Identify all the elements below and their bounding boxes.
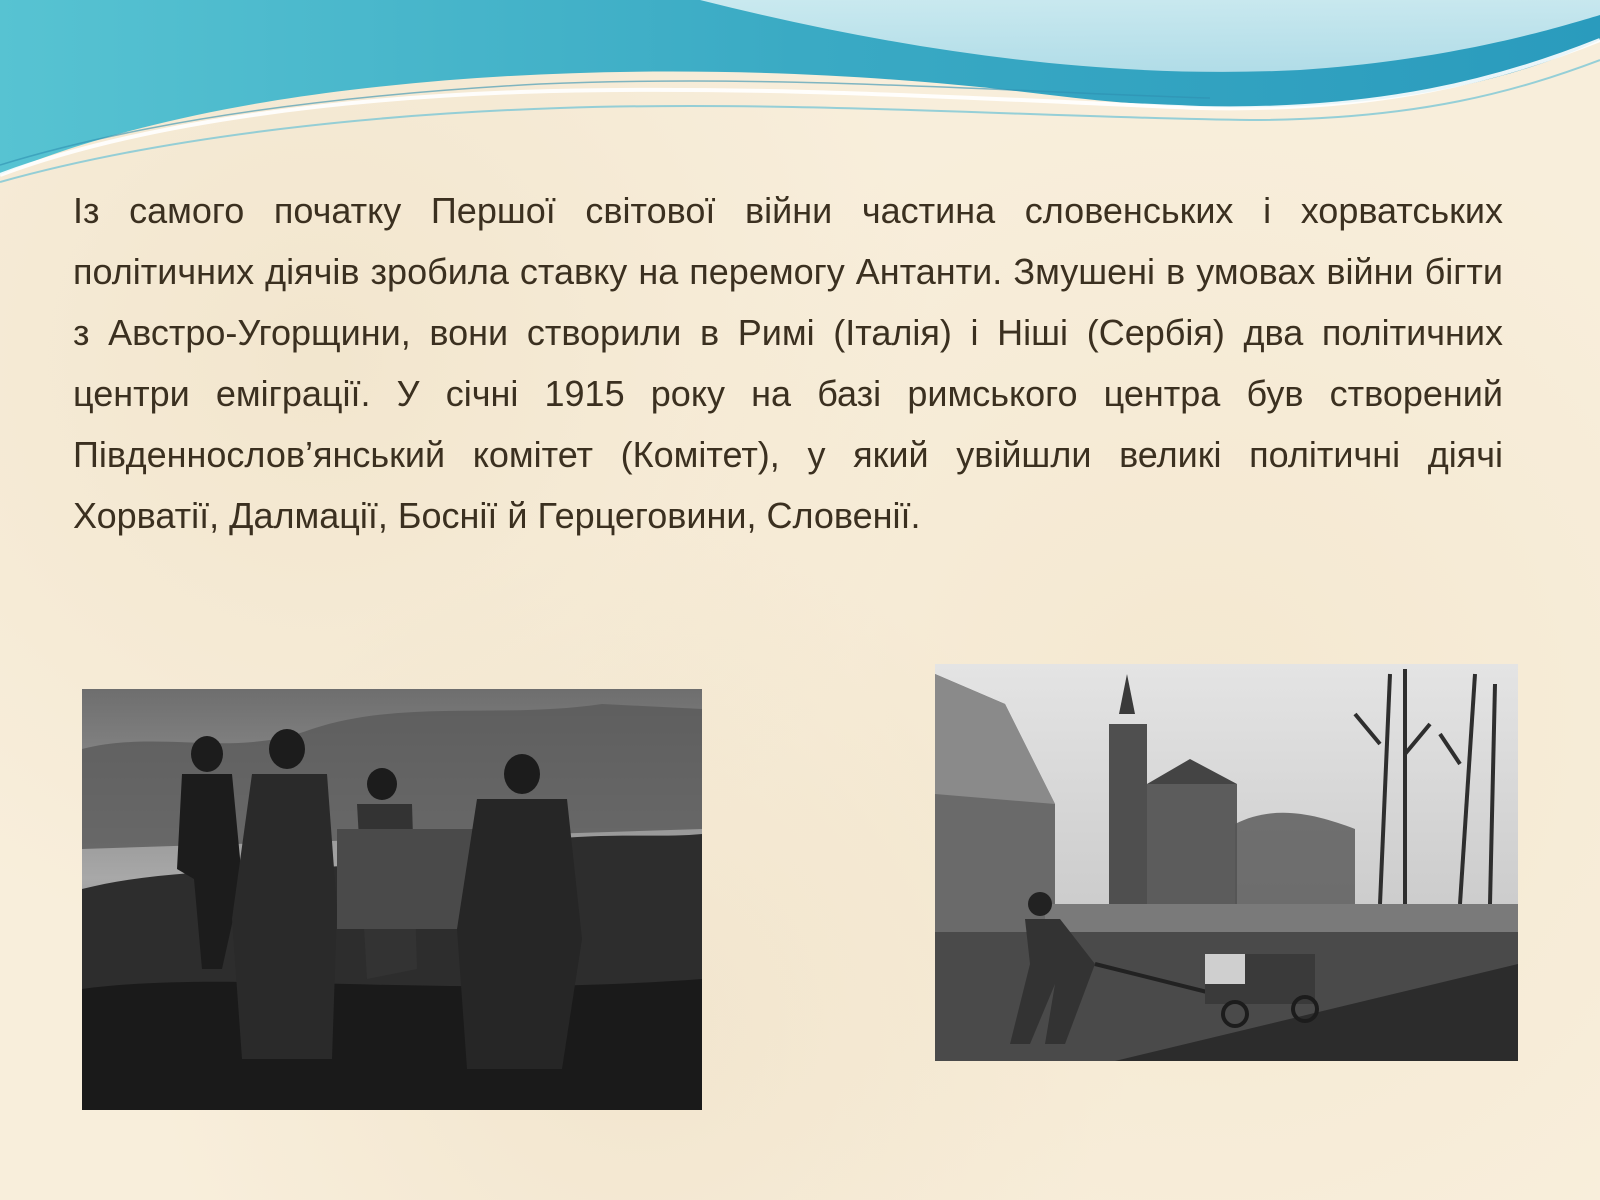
header-wave-decoration: [0, 0, 1600, 200]
photo-soldiers-carrying: [82, 689, 702, 1110]
body-paragraph: Із самого початку Першої світової війни частина словенських і хорватських політичних діячів зробила ставку на перемогу Антанти. Змушені в умовах війни бігти з Австро-Угорщини, вони створили в Римі (Італія) і Ніші (Сербія) два політичних центри еміграції. У січні 1915 року на базі римського центра був створений Південнослов’янський комітет (Комітет), у який увійшли великі політичні діячі Хорватії, Далмації, Боснії й Герцеговини, Словенії.: [73, 190, 1503, 536]
photo-ruined-church: [935, 664, 1518, 1061]
